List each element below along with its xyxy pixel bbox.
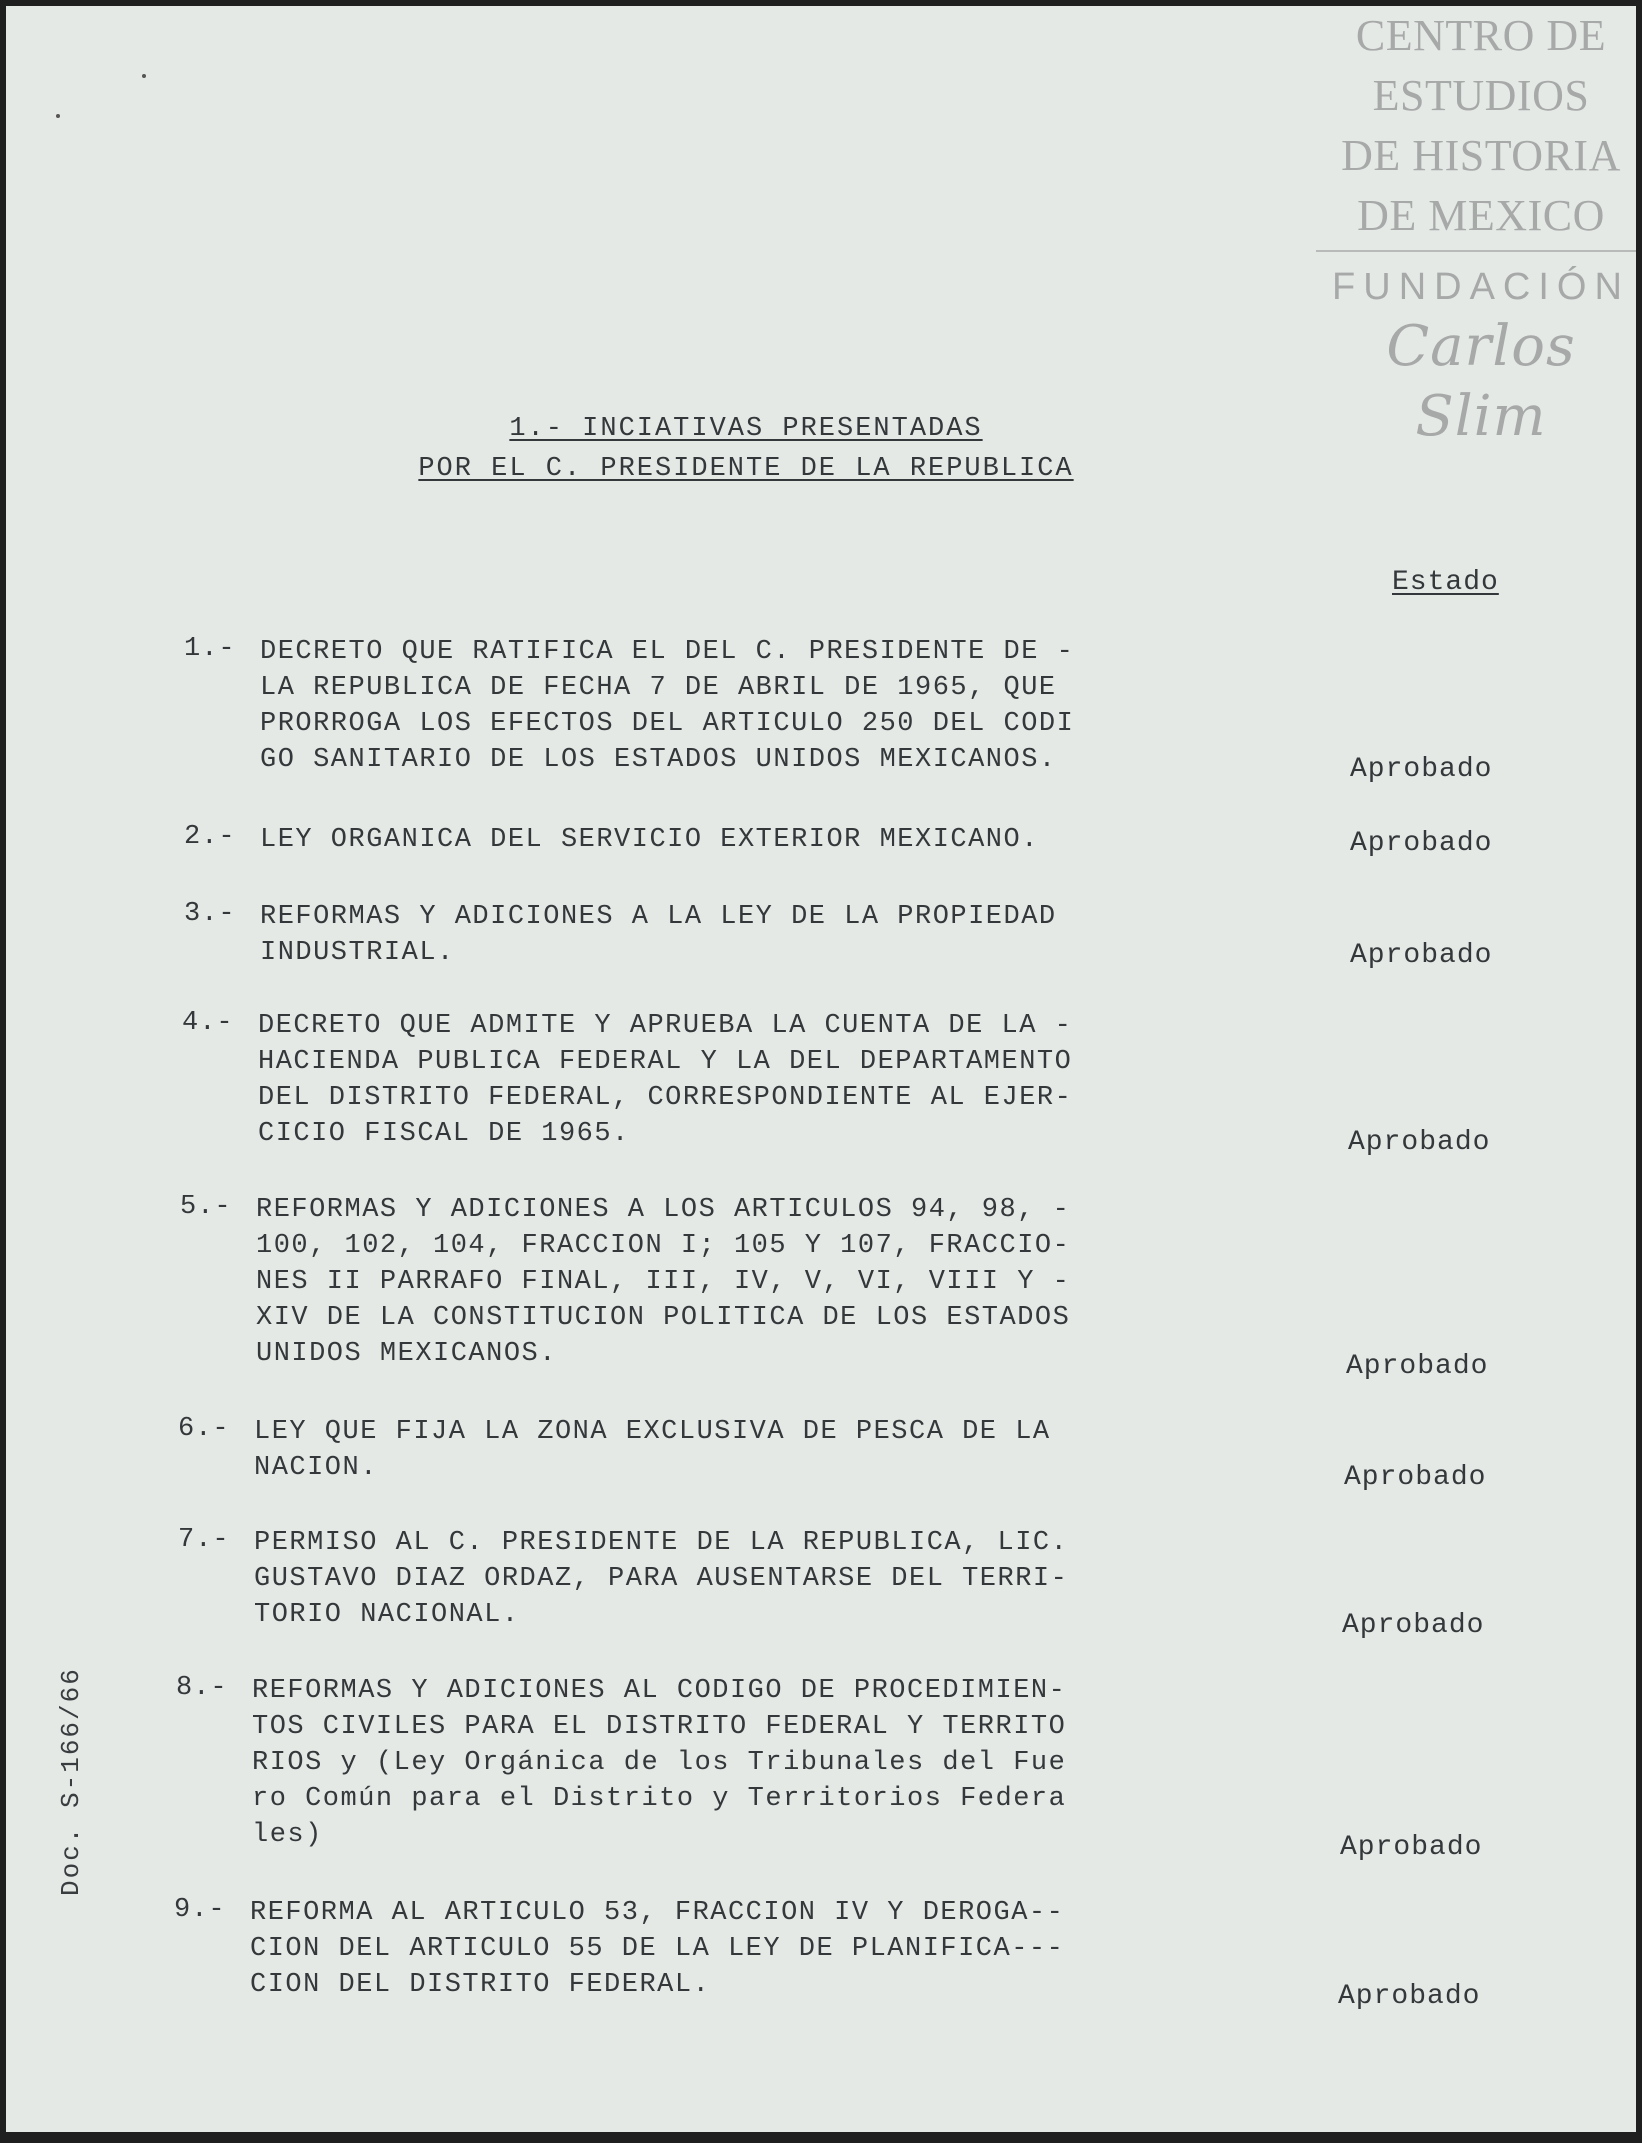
watermark-line-4: DE MEXICO <box>1357 191 1605 240</box>
item-text: DECRETO QUE RATIFICA EL DEL C. PRESIDENTE DE - LA REPUBLICA DE FECHA 7 DE ABRIL DE 1965, QUE PRORROGA LOS EFECTOS DEL ARTICULO 250 DEL CODI GO SANITARIO DE LOS ESTADOS UNIDOS MEXICANOS. <box>260 637 1075 775</box>
watermark-line-3: DE HISTORIA <box>1341 131 1621 180</box>
item-status: Aprobado <box>1344 1462 1487 1493</box>
item-status: Aprobado <box>1348 1127 1491 1158</box>
item-number: 1.- <box>184 634 236 664</box>
item-text: LEY ORGANICA DEL SERVICIO EXTERIOR MEXICANO. <box>260 825 1039 855</box>
heading-line-1: 1.- INCIATIVAS PRESENTADAS <box>509 414 983 444</box>
item-text: REFORMA AL ARTICULO 53, FRACCION IV Y DEROGA-- CION DEL ARTICULO 55 DE LA LEY DE PLANIFICA--- CION DEL DISTRITO FEDERAL. <box>250 1898 1065 2000</box>
item-text: PERMISO AL C. PRESIDENTE DE LA REPUBLICA, LIC. GUSTAVO DIAZ ORDAZ, PARA AUSENTARSE DEL TERRI- TORIO NACIONAL. <box>254 1528 1069 1630</box>
archive-watermark <box>1316 6 1636 452</box>
item-status: Aprobado <box>1350 754 1493 785</box>
watermark-divider <box>1316 250 1636 252</box>
document-page <box>6 6 1636 2132</box>
item-number: 7.- <box>178 1525 230 1555</box>
item-text: REFORMAS Y ADICIONES AL CODIGO DE PROCEDIMIEN- TOS CIVILES PARA EL DISTRITO FEDERAL Y TERRITO RIOS y (Ley Orgánica de los Tribunales del Fue ro Común para el Distrito y Territorios Federa les) <box>252 1676 1067 1850</box>
watermark-foundation: FUNDACIÓN <box>1332 266 1630 308</box>
item-text: REFORMAS Y ADICIONES A LA LEY DE LA PROPIEDAD INDUSTRIAL. <box>260 902 1057 968</box>
document-reference: Doc. S-166/66 <box>56 1667 86 1896</box>
item-status: Aprobado <box>1342 1610 1485 1641</box>
watermark-line-2: ESTUDIOS <box>1372 71 1590 120</box>
item-number: 8.- <box>176 1673 228 1703</box>
item-status: Aprobado <box>1346 1351 1489 1382</box>
status-column-header: Estado <box>1392 567 1499 598</box>
item-status: Aprobado <box>1340 1832 1483 1863</box>
item-number: 3.- <box>184 899 236 929</box>
speck <box>142 74 146 78</box>
item-number: 5.- <box>180 1192 232 1222</box>
item-number: 9.- <box>174 1895 226 1925</box>
item-status: Aprobado <box>1338 1981 1481 2012</box>
watermark-signature: Carlos Slim <box>1386 314 1576 449</box>
item-status: Aprobado <box>1350 940 1493 971</box>
item-text: LEY QUE FIJA LA ZONA EXCLUSIVA DE PESCA DE LA NACION. <box>254 1417 1051 1483</box>
heading-line-2: POR EL C. PRESIDENTE DE LA REPUBLICA <box>418 454 1074 484</box>
item-status: Aprobado <box>1350 828 1493 859</box>
item-number: 6.- <box>178 1414 230 1444</box>
item-number: 4.- <box>182 1008 234 1038</box>
watermark-line-1: CENTRO DE <box>1355 11 1607 60</box>
speck <box>56 114 60 118</box>
item-text: DECRETO QUE ADMITE Y APRUEBA LA CUENTA DE LA - HACIENDA PUBLICA FEDERAL Y LA DEL DEPARTAMENTO DEL DISTRITO FEDERAL, CORRESPONDIENTE AL EJER- CICIO FISCAL DE 1965. <box>258 1011 1073 1149</box>
item-text: REFORMAS Y ADICIONES A LOS ARTICULOS 94, 98, - 100, 102, 104, FRACCION I; 105 Y 107, FRACCIO- NES II PARRAFO FINAL, III, IV, V, VI, VIII Y - XIV DE LA CONSTITUCION POLITICA DE LOS ESTADOS UNIDOS MEXICANOS. <box>256 1195 1071 1369</box>
item-number: 2.- <box>184 822 236 852</box>
